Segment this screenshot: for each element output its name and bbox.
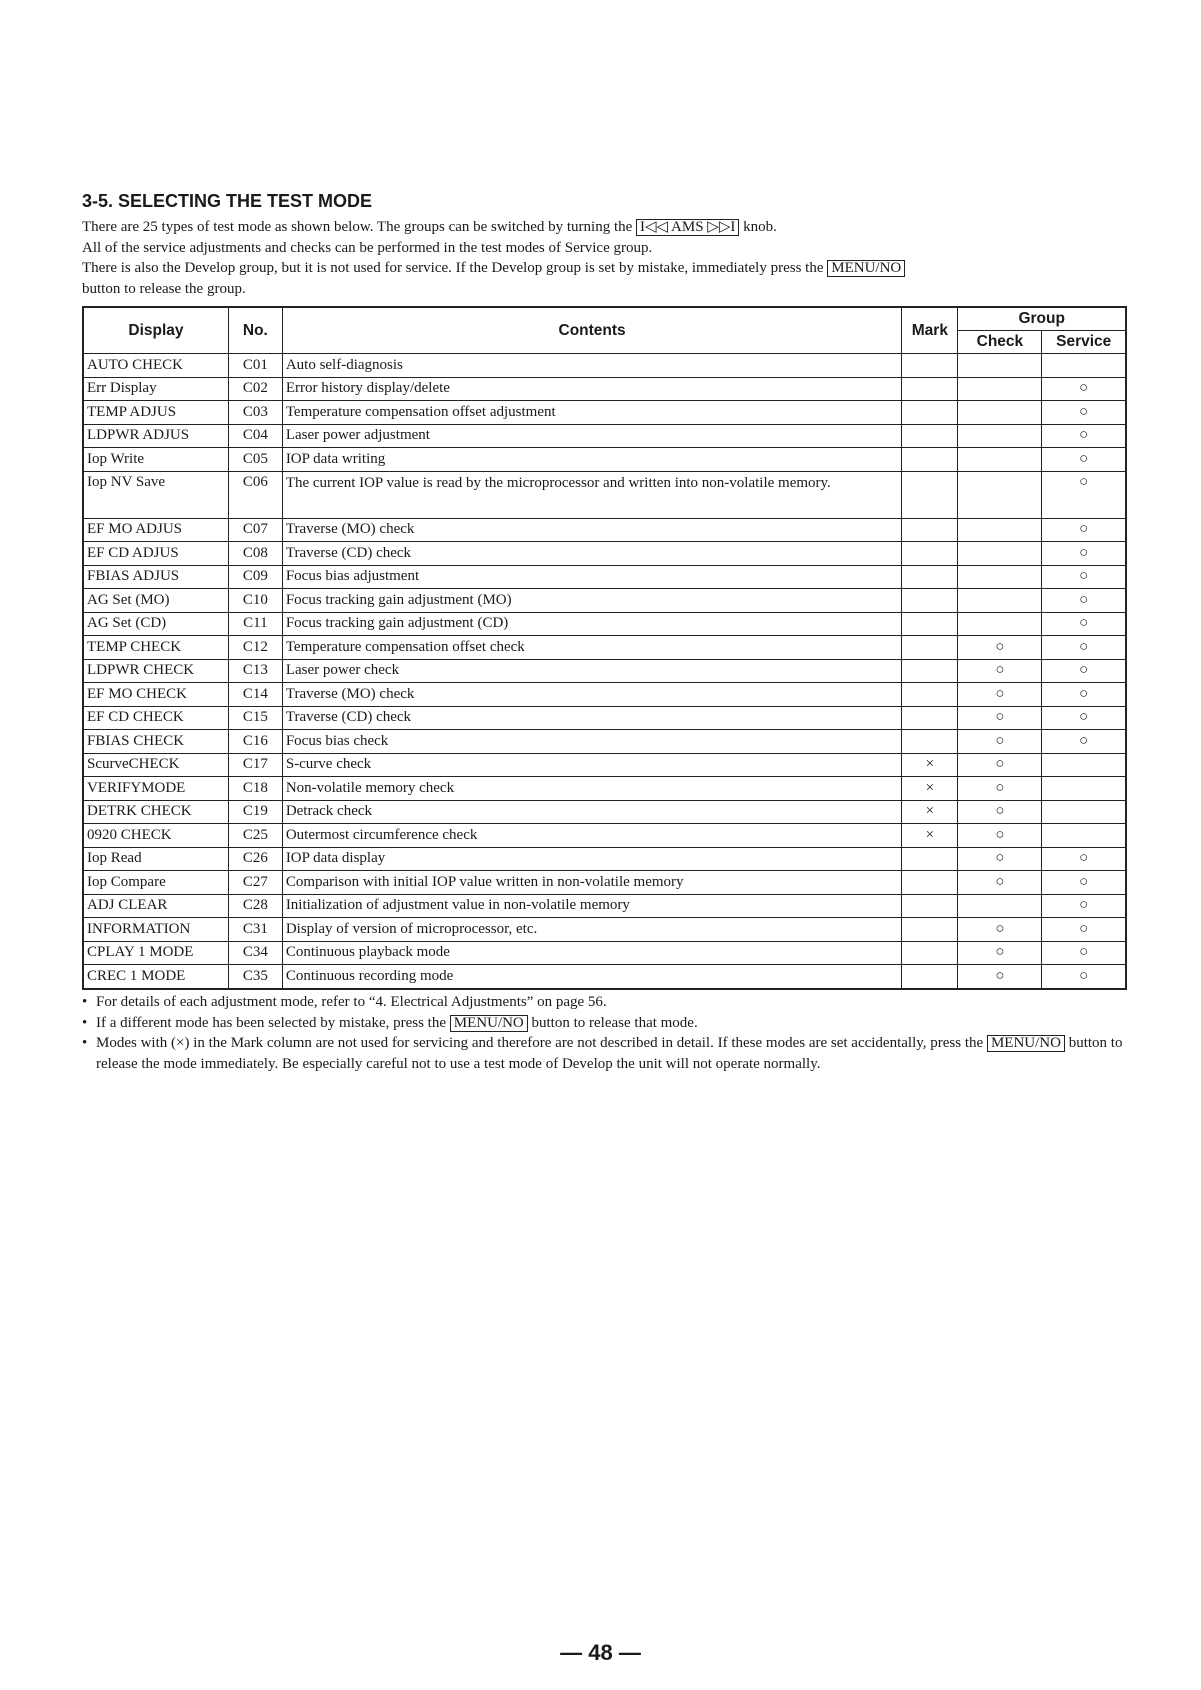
cell-display: EF CD ADJUS: [83, 542, 228, 566]
note-text-after: button to release that mode.: [527, 1014, 698, 1031]
table-row: [83, 941, 1126, 965]
note-item: [82, 1033, 1132, 1074]
cell-mark: ×: [902, 753, 958, 777]
cell-check: [958, 565, 1042, 589]
table-row: [83, 612, 1126, 636]
cell-contents: Focus bias check: [282, 730, 902, 754]
cell-service: ○: [1042, 612, 1126, 636]
cell-service: ○: [1042, 659, 1126, 683]
table-row: [83, 753, 1126, 777]
cell-display: EF CD CHECK: [83, 706, 228, 730]
cell-service: [1042, 753, 1126, 777]
cell-contents: Continuous playback mode: [282, 941, 902, 965]
cell-no: C16: [228, 730, 282, 754]
cell-contents: Laser power check: [282, 659, 902, 683]
cell-contents: S-curve check: [282, 753, 902, 777]
table-row: [83, 377, 1126, 401]
cell-check: ○: [958, 847, 1042, 871]
cell-no: C12: [228, 636, 282, 660]
cell-contents: IOP data writing: [282, 448, 902, 472]
cell-contents: Focus bias adjustment: [282, 565, 902, 589]
cell-mark: ×: [902, 800, 958, 824]
cell-service: ○: [1042, 871, 1126, 895]
cell-contents: Focus tracking gain adjustment (CD): [282, 612, 902, 636]
cell-display: 0920 CHECK: [83, 824, 228, 848]
cell-service: ○: [1042, 518, 1126, 542]
cell-service: ○: [1042, 730, 1126, 754]
intro-line: [82, 217, 1062, 238]
cell-display: CPLAY 1 MODE: [83, 941, 228, 965]
cell-mark: [902, 730, 958, 754]
cell-check: ○: [958, 683, 1042, 707]
intro-line: [82, 238, 1062, 259]
cell-no: C10: [228, 589, 282, 613]
cell-no: C26: [228, 847, 282, 871]
cell-check: [958, 612, 1042, 636]
cell-check: ○: [958, 706, 1042, 730]
menu-no-key: MENU/NO: [450, 1015, 528, 1032]
cell-no: C18: [228, 777, 282, 801]
cell-mark: [902, 612, 958, 636]
intro-text: button to release the group.: [82, 280, 246, 297]
cell-contents: IOP data display: [282, 847, 902, 871]
cell-service: ○: [1042, 401, 1126, 425]
cell-display: LDPWR CHECK: [83, 659, 228, 683]
note-item: [82, 1013, 1132, 1034]
table-header-row: [83, 307, 1126, 331]
cell-contents: Non-volatile memory check: [282, 777, 902, 801]
cell-mark: [902, 636, 958, 660]
cell-contents: Traverse (CD) check: [282, 706, 902, 730]
cell-display: Err Display: [83, 377, 228, 401]
table-row: [83, 448, 1126, 472]
cell-no: C06: [228, 471, 282, 518]
cell-mark: [902, 424, 958, 448]
cell-no: C27: [228, 871, 282, 895]
cell-display: ScurveCHECK: [83, 753, 228, 777]
cell-display: LDPWR ADJUS: [83, 424, 228, 448]
cell-check: ○: [958, 753, 1042, 777]
cell-check: [958, 518, 1042, 542]
header-group: Group: [958, 307, 1126, 331]
cell-check: [958, 424, 1042, 448]
header-service: Service: [1042, 331, 1126, 354]
ams-knob-key: I◁◁ AMS ▷▷I: [636, 219, 739, 236]
cell-mark: [902, 706, 958, 730]
intro-text: There is also the Develop group, but it is not used for service. If the Develop group is set by mistake, immediately press the: [82, 260, 828, 276]
note-text: Modes with (×) in the Mark column are not used for servicing and therefore are not described in detail. If these modes are set accidentally, press the: [96, 1035, 987, 1051]
cell-no: C13: [228, 659, 282, 683]
intro-text: There are 25 types of test mode as shown below. The groups can be switched by turning the: [82, 219, 637, 235]
cell-no: C08: [228, 542, 282, 566]
cell-mark: [902, 659, 958, 683]
table-row: [83, 683, 1126, 707]
table-row: [83, 706, 1126, 730]
note-text: If a different mode has been selected by mistake, press the: [96, 1014, 450, 1031]
cell-mark: [902, 401, 958, 425]
cell-check: [958, 377, 1042, 401]
cell-mark: [902, 565, 958, 589]
cell-service: ○: [1042, 683, 1126, 707]
cell-no: C14: [228, 683, 282, 707]
table-row: [83, 847, 1126, 871]
cell-service: ○: [1042, 847, 1126, 871]
cell-check: [958, 471, 1042, 518]
cell-no: C05: [228, 448, 282, 472]
cell-no: C34: [228, 941, 282, 965]
cell-mark: [902, 847, 958, 871]
cell-check: [958, 894, 1042, 918]
cell-check: ○: [958, 659, 1042, 683]
cell-service: ○: [1042, 918, 1126, 942]
cell-contents: Continuous recording mode: [282, 965, 902, 989]
cell-service: ○: [1042, 448, 1126, 472]
intro-line: [82, 279, 1062, 300]
header-no: No.: [228, 307, 282, 354]
cell-mark: [902, 965, 958, 989]
table-row: [83, 518, 1126, 542]
test-mode-table: [82, 306, 1127, 990]
cell-display: AG Set (MO): [83, 589, 228, 613]
table-row: [83, 589, 1126, 613]
intro-line: [82, 258, 1062, 279]
notes-list: [82, 992, 1132, 1074]
table-row: [83, 871, 1126, 895]
cell-check: ○: [958, 941, 1042, 965]
cell-display: Iop Read: [83, 847, 228, 871]
table-row: [83, 800, 1126, 824]
cell-no: C02: [228, 377, 282, 401]
cell-display: TEMP CHECK: [83, 636, 228, 660]
cell-service: ○: [1042, 424, 1126, 448]
cell-check: [958, 542, 1042, 566]
table-row: [83, 659, 1126, 683]
cell-mark: [902, 354, 958, 378]
table-row: [83, 965, 1126, 989]
cell-service: [1042, 824, 1126, 848]
header-contents: Contents: [282, 307, 902, 354]
cell-service: ○: [1042, 377, 1126, 401]
cell-contents: Comparison with initial IOP value written in non-volatile memory: [282, 871, 902, 895]
cell-no: C07: [228, 518, 282, 542]
cell-mark: [902, 542, 958, 566]
note-text: For details of each adjustment mode, refer to “4. Electrical Adjustments” on page 56.: [96, 994, 607, 1010]
cell-mark: [902, 871, 958, 895]
cell-check: ○: [958, 636, 1042, 660]
menu-no-key: MENU/NO: [987, 1035, 1065, 1052]
cell-mark: [902, 471, 958, 518]
cell-mark: [902, 518, 958, 542]
cell-no: C09: [228, 565, 282, 589]
cell-display: FBIAS ADJUS: [83, 565, 228, 589]
cell-check: [958, 354, 1042, 378]
table-row: [83, 777, 1126, 801]
cell-display: VERIFYMODE: [83, 777, 228, 801]
cell-no: C15: [228, 706, 282, 730]
cell-service: [1042, 354, 1126, 378]
cell-no: C04: [228, 424, 282, 448]
header-display: Display: [83, 307, 228, 354]
cell-mark: ×: [902, 777, 958, 801]
intro-text: All of the service adjustments and checks can be performed in the test modes of Service group.: [82, 239, 653, 256]
table-row: [83, 565, 1126, 589]
cell-check: [958, 401, 1042, 425]
cell-display: DETRK CHECK: [83, 800, 228, 824]
table-body: [83, 354, 1126, 989]
cell-service: ○: [1042, 589, 1126, 613]
cell-display: FBIAS CHECK: [83, 730, 228, 754]
cell-mark: [902, 589, 958, 613]
cell-contents: Traverse (CD) check: [282, 542, 902, 566]
cell-check: ○: [958, 871, 1042, 895]
table-row: [83, 471, 1126, 518]
cell-check: ○: [958, 800, 1042, 824]
cell-service: [1042, 800, 1126, 824]
cell-check: ○: [958, 824, 1042, 848]
cell-check: [958, 589, 1042, 613]
cell-mark: [902, 377, 958, 401]
cell-contents: Detrack check: [282, 800, 902, 824]
cell-contents: Display of version of microprocessor, etc.: [282, 918, 902, 942]
cell-check: ○: [958, 777, 1042, 801]
cell-no: C25: [228, 824, 282, 848]
page-number: — 48 —: [560, 1640, 641, 1665]
cell-mark: [902, 918, 958, 942]
cell-contents: Focus tracking gain adjustment (MO): [282, 589, 902, 613]
cell-display: EF MO ADJUS: [83, 518, 228, 542]
table-row: [83, 542, 1126, 566]
cell-no: C28: [228, 894, 282, 918]
cell-no: C19: [228, 800, 282, 824]
cell-service: ○: [1042, 471, 1126, 518]
note-text-after: button to release the mode immediately. Be especially careful not to use a test mode of Develop the unit will not operate normally.: [96, 1035, 1123, 1072]
cell-service: [1042, 777, 1126, 801]
cell-no: C11: [228, 612, 282, 636]
cell-no: C31: [228, 918, 282, 942]
header-mark: Mark: [902, 307, 958, 354]
cell-contents: Temperature compensation offset check: [282, 636, 902, 660]
intro-text-after: knob.: [739, 219, 777, 235]
cell-contents: Laser power adjustment: [282, 424, 902, 448]
table-row: [83, 401, 1126, 425]
cell-service: ○: [1042, 965, 1126, 989]
cell-contents: Outermost circumference check: [282, 824, 902, 848]
cell-display: CREC 1 MODE: [83, 965, 228, 989]
cell-contents: Temperature compensation offset adjustment: [282, 401, 902, 425]
cell-mark: [902, 941, 958, 965]
cell-display: Iop Write: [83, 448, 228, 472]
cell-contents: Traverse (MO) check: [282, 518, 902, 542]
intro-paragraph: [82, 217, 1062, 299]
cell-contents: The current IOP value is read by the microprocessor and written into non-volatile memory.: [282, 471, 902, 518]
table-row: [83, 424, 1126, 448]
cell-display: Iop Compare: [83, 871, 228, 895]
cell-no: C35: [228, 965, 282, 989]
cell-mark: ×: [902, 824, 958, 848]
table-row: [83, 354, 1126, 378]
table-row: [83, 918, 1126, 942]
cell-no: C03: [228, 401, 282, 425]
cell-no: C17: [228, 753, 282, 777]
cell-no: C01: [228, 354, 282, 378]
cell-service: ○: [1042, 706, 1126, 730]
cell-display: INFORMATION: [83, 918, 228, 942]
cell-check: [958, 448, 1042, 472]
cell-contents: Initialization of adjustment value in non-volatile memory: [282, 894, 902, 918]
section-title: 3-5. SELECTING THE TEST MODE: [82, 191, 373, 211]
cell-contents: Auto self-diagnosis: [282, 354, 902, 378]
table-row: [83, 730, 1126, 754]
cell-service: ○: [1042, 636, 1126, 660]
cell-check: ○: [958, 730, 1042, 754]
cell-display: Iop NV Save: [83, 471, 228, 518]
cell-service: ○: [1042, 941, 1126, 965]
cell-mark: [902, 683, 958, 707]
menu-no-key: MENU/NO: [827, 260, 905, 277]
cell-service: ○: [1042, 565, 1126, 589]
cell-display: AUTO CHECK: [83, 354, 228, 378]
table-row: [83, 824, 1126, 848]
cell-mark: [902, 894, 958, 918]
cell-contents: Error history display/delete: [282, 377, 902, 401]
cell-check: ○: [958, 918, 1042, 942]
cell-display: TEMP ADJUS: [83, 401, 228, 425]
cell-mark: [902, 448, 958, 472]
note-item: [82, 992, 1132, 1013]
cell-check: ○: [958, 965, 1042, 989]
cell-display: EF MO CHECK: [83, 683, 228, 707]
header-check: Check: [958, 331, 1042, 354]
cell-contents: Traverse (MO) check: [282, 683, 902, 707]
cell-display: ADJ CLEAR: [83, 894, 228, 918]
cell-service: ○: [1042, 894, 1126, 918]
cell-display: AG Set (CD): [83, 612, 228, 636]
table-row: [83, 894, 1126, 918]
table-row: [83, 636, 1126, 660]
cell-service: ○: [1042, 542, 1126, 566]
